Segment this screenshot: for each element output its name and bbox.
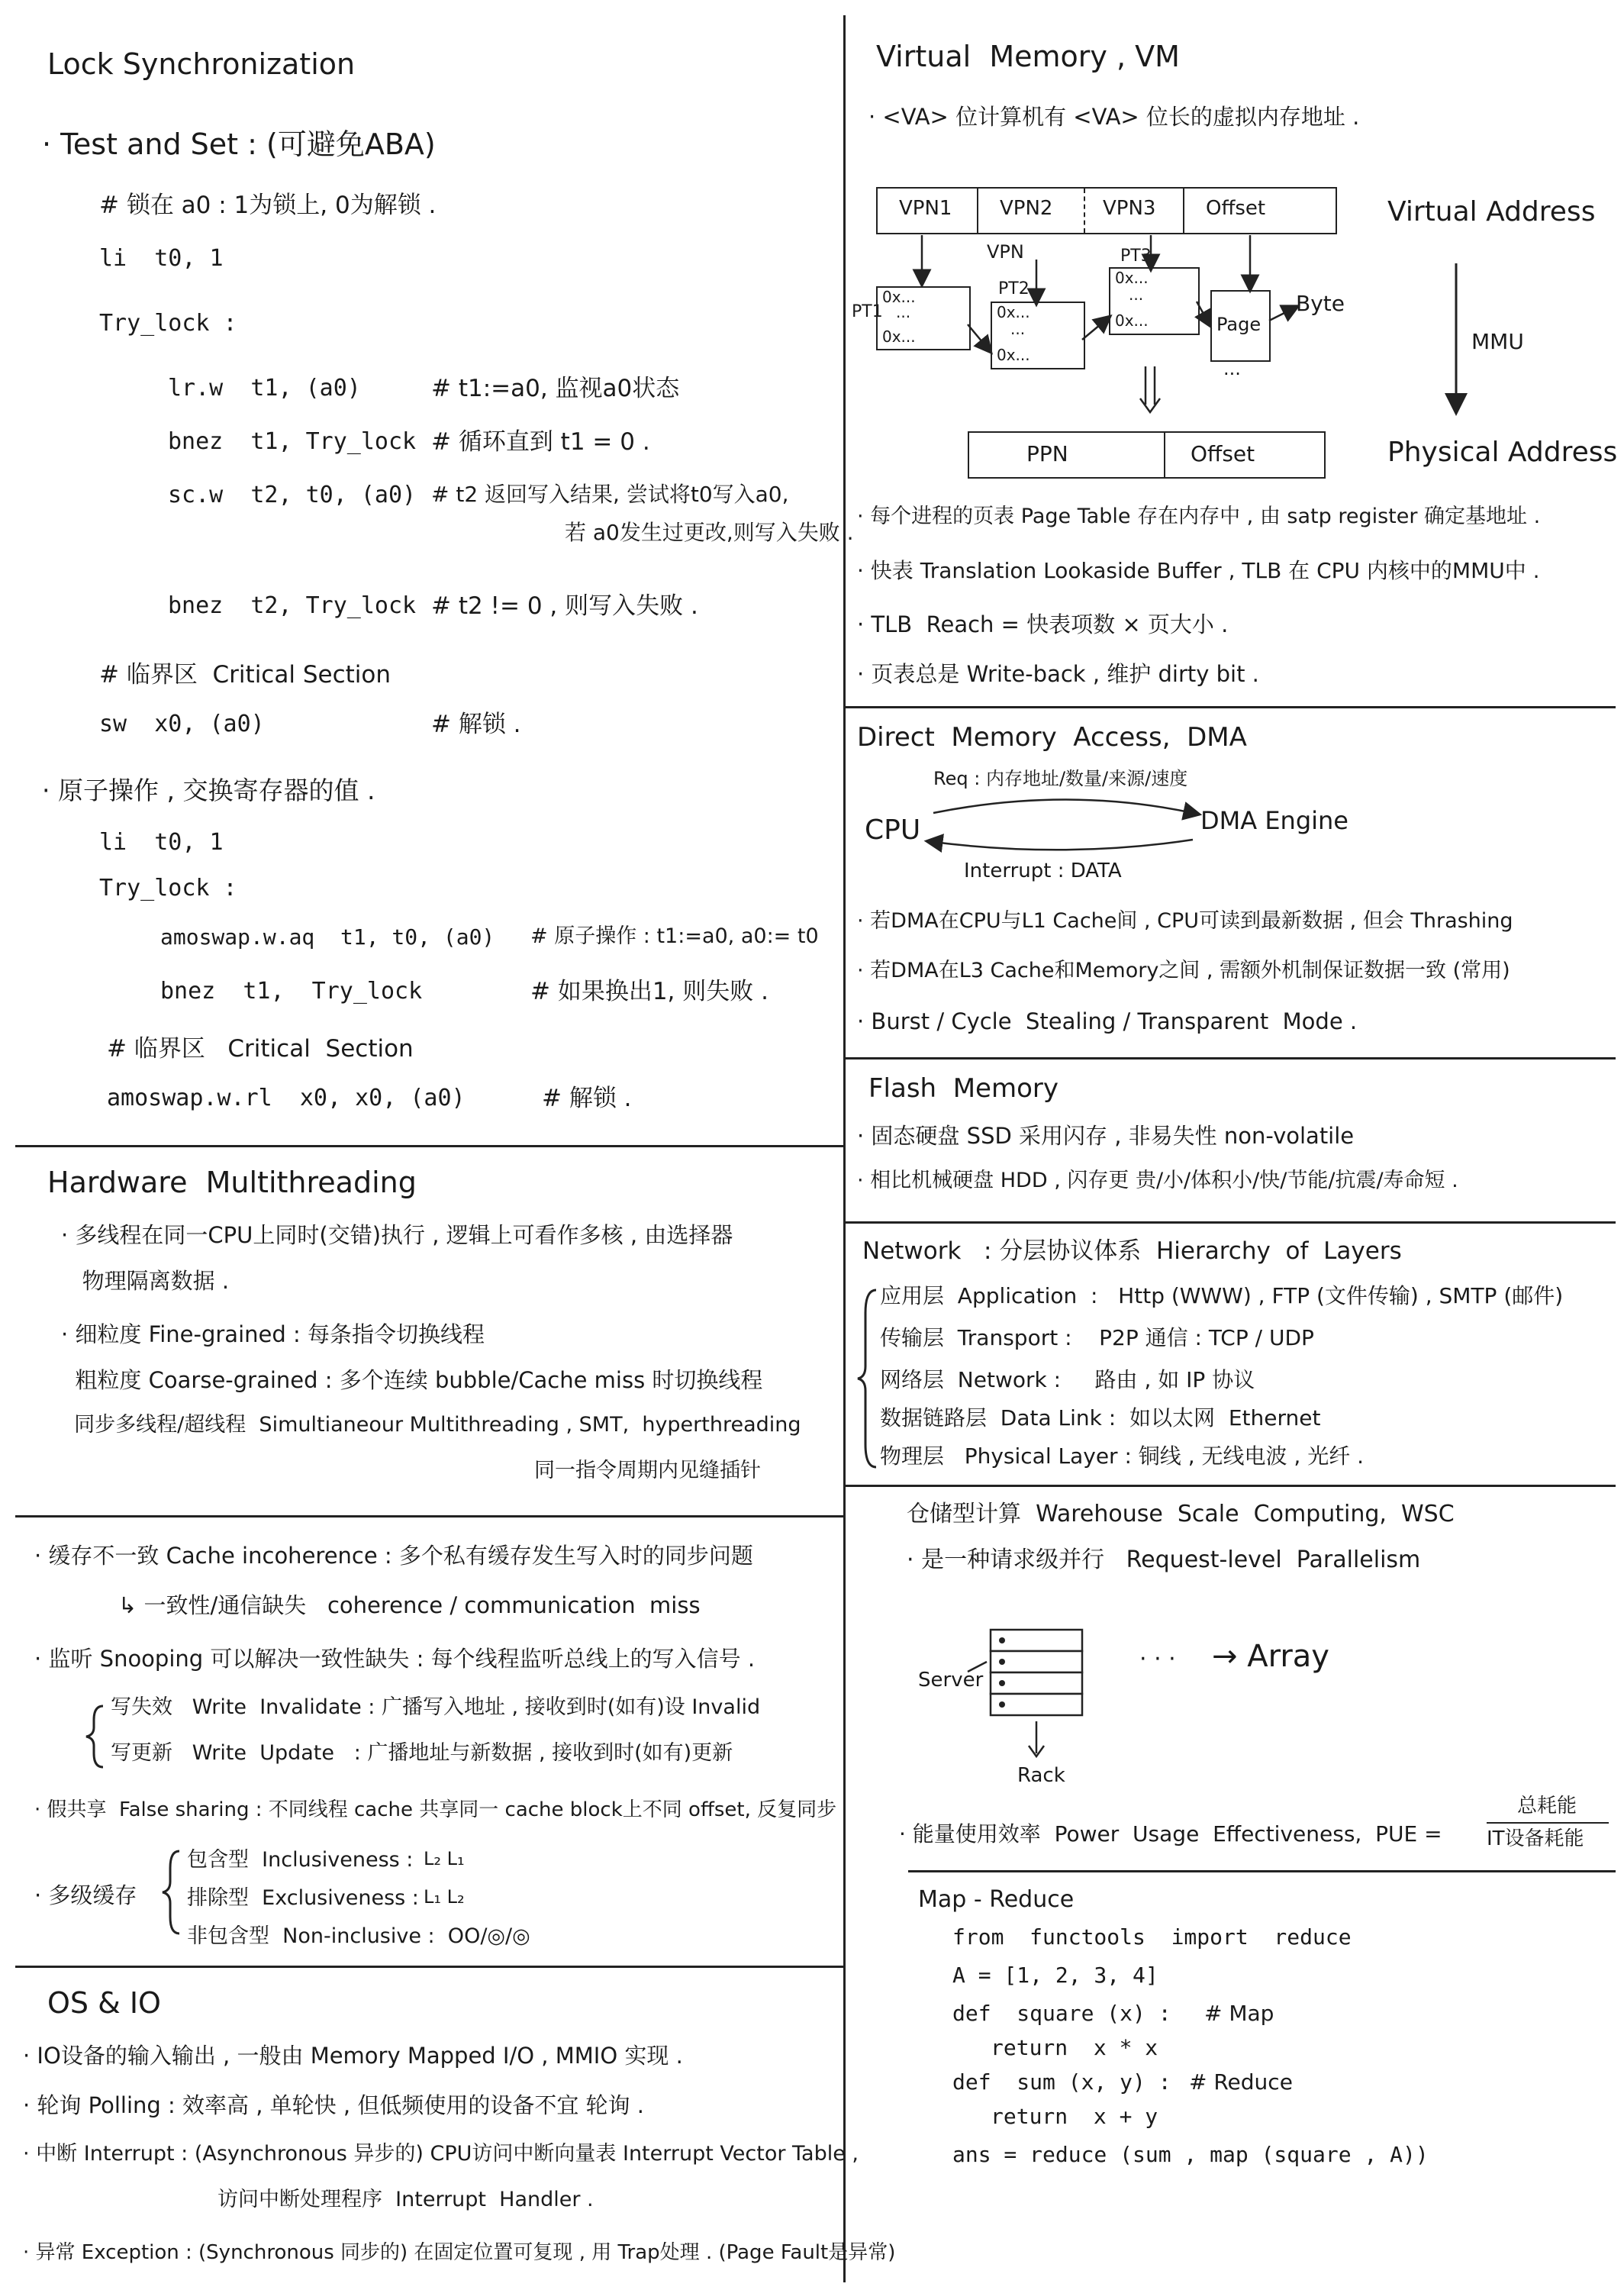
net-line-1: 应用层 Application : Http (WWW) , FTP (文件传输) , SMTP (邮件) bbox=[880, 1283, 1564, 1308]
dma-line-2: · 若DMA在L3 Cache和Memory之间 , 需额外机制保证数据一致 (常用) bbox=[857, 959, 1510, 982]
sc-comment: # t2 返回写入结果, 尝试将t0写入a0, bbox=[431, 482, 789, 507]
mr-code-6: return x + y bbox=[991, 2104, 1158, 2129]
dma-cpu: CPU bbox=[865, 814, 921, 846]
sw-line: sw x0, (a0) bbox=[99, 711, 265, 737]
amo1-comment: # 原子操作 : t1:=a0, a0:= t0 bbox=[530, 924, 819, 948]
pue-line: · 能量使用效率 Power Usage Effectiveness, PUE = bbox=[899, 1821, 1442, 1847]
dma-line-1: · 若DMA在CPU与L1 Cache间 , CPU可读到最新数据 , 但会 Thrashing bbox=[857, 909, 1513, 933]
cache-line-4: 写失效 Write Invalidate : 广播写入地址 , 接收到时(如有)设 Invalid bbox=[111, 1695, 761, 1719]
os-line-1: · IO设备的输入输出 , 一般由 Memory Mapped I/O , MMIO 实现 . bbox=[23, 2043, 683, 2069]
net-line-2: 传输层 Transport : P2P 通信 : TCP / UDP bbox=[880, 1325, 1314, 1350]
wsc-line-1: · 是一种请求级并行 Request-level Parallelism bbox=[907, 1547, 1421, 1573]
mr-code-4: return x * x bbox=[991, 2035, 1158, 2060]
flash-title: Flash Memory bbox=[868, 1073, 1058, 1104]
page-box: Page bbox=[1210, 290, 1271, 362]
cache-line-7: · 多级缓存 bbox=[34, 1882, 137, 1908]
pt2-label: PT2 bbox=[998, 279, 1030, 298]
wsc-title: 仓储型计算 Warehouse Scale Computing, WSC bbox=[907, 1501, 1455, 1527]
net-line-4: 数据链路层 Data Link : 如以太网 Ethernet bbox=[880, 1405, 1321, 1430]
page-table-1: 0x... ··· 0x... bbox=[876, 286, 971, 350]
hw-line-4: 粗粒度 Coarse-grained : 多个连续 bubble/Cache miss 时切换线程 bbox=[61, 1367, 763, 1393]
hw-line-3: · 细粒度 Fine-grained : 每条指令切换线程 bbox=[61, 1321, 485, 1347]
byte-label: Byte bbox=[1296, 291, 1345, 316]
mr-section bbox=[846, 1870, 1616, 2290]
lock-title: Lock Synchronization bbox=[47, 47, 356, 81]
vpn2-label: VPN2 bbox=[1000, 197, 1053, 220]
hw-line-5: 同步多线程/超线程 Simultianeour Multithreading , SMT, hyperthreading bbox=[61, 1413, 801, 1437]
ppn-label: PPN bbox=[1026, 441, 1068, 466]
cache-line-3: · 监听 Snooping 可以解决一致性缺失 : 每个线程监听总线上的写入信号 . bbox=[34, 1646, 756, 1672]
mr-code-5: def sum (x, y) : bbox=[952, 2069, 1171, 2095]
os-section bbox=[0, 1966, 896, 2290]
os-line-3: · 中断 Interrupt : (Asynchronous 异步的) CPU访问中断向量表 Interrupt Vector Table , bbox=[23, 2142, 859, 2166]
mmu-label: MMU bbox=[1471, 329, 1524, 354]
server-label: Server bbox=[918, 1669, 984, 1692]
mr-title: Map - Reduce bbox=[918, 1886, 1075, 1913]
page-table-2: 0x... ··· 0x... bbox=[991, 302, 1085, 369]
cache-tag-inclusive: L₂ L₁ bbox=[424, 1848, 465, 1869]
vm-line-2: · 每个进程的页表 Page Table 存在内存中 , 由 satp register 确定基地址 . bbox=[857, 505, 1541, 528]
try-lock-label: Try_lock : bbox=[99, 310, 237, 337]
dma-title: Direct Memory Access, DMA bbox=[857, 722, 1247, 753]
pue-denominator: IT设备耗能 bbox=[1487, 1827, 1584, 1850]
mr-code-2: A = [1, 2, 3, 4] bbox=[952, 1963, 1158, 1988]
mr-code-3: def square (x) : bbox=[952, 2001, 1171, 2026]
net-line-3: 网络层 Network : 路由 , 如 IP 协议 bbox=[880, 1367, 1255, 1392]
array-label: → Array bbox=[1212, 1639, 1329, 1674]
sc-comment-2: 若 a0发生过更改,则写入失败 . bbox=[565, 520, 854, 545]
bnez2-comment: # t2 != 0 , 则写入失败 . bbox=[431, 592, 698, 620]
lock-section bbox=[0, 0, 854, 1145]
hw-line-6: 同一指令周期内见缝插针 bbox=[534, 1459, 761, 1482]
cache-tag-exclusive: L₁ L₂ bbox=[424, 1886, 465, 1908]
page-table-3: 0x... ··· 0x... bbox=[1109, 267, 1200, 335]
critical-section-2: # 临界区 Critical Section bbox=[107, 1035, 414, 1063]
wsc-dots: · · · bbox=[1139, 1646, 1176, 1672]
vpn3-label: VPN3 bbox=[1103, 197, 1156, 220]
rack-label: Rack bbox=[1017, 1764, 1065, 1787]
dma-interrupt: Interrupt : DATA bbox=[964, 860, 1122, 882]
offset-label: Offset bbox=[1206, 197, 1266, 220]
atomic-title: · 原子操作 , 交换寄存器的值 . bbox=[42, 776, 375, 805]
pt3-label: PT3 bbox=[1120, 247, 1152, 266]
server-rack-drawing bbox=[846, 1485, 1616, 1870]
cache-section bbox=[0, 1515, 839, 1966]
li-line: li t0, 1 bbox=[99, 245, 224, 272]
hw-line-2: 物理隔离数据 . bbox=[61, 1268, 230, 1294]
os-line-5: · 异常 Exception : (Synchronous 同步的) 在固定位置可复现 , 用 Trap处理 . (Page Fault是异常) bbox=[23, 2241, 896, 2264]
dma-line-3: · Burst / Cycle Stealing / Transparent Mode . bbox=[857, 1008, 1358, 1034]
wsc-section bbox=[846, 1485, 1616, 1870]
mr-code-5-comment: # Reduce bbox=[1189, 2069, 1293, 2095]
os-title: OS & IO bbox=[47, 1986, 161, 2020]
vm-title: Virtual Memory , VM bbox=[876, 40, 1180, 73]
os-line-2: · 轮询 Polling : 效率高 , 单轮快 , 但低频使用的设备不宜 轮询 . bbox=[23, 2092, 644, 2118]
net-line-5: 物理层 Physical Layer : 铜线 , 无线电波 , 光纤 . bbox=[880, 1443, 1365, 1469]
cache-line-8: 包含型 Inclusiveness : bbox=[187, 1848, 414, 1872]
amo1-line: amoswap.w.aq t1, t0, (a0) bbox=[160, 924, 495, 950]
bnez1-comment: # 循环直到 t1 = 0 . bbox=[431, 428, 650, 456]
net-brace bbox=[846, 1221, 891, 1485]
vm-section bbox=[846, 0, 1616, 706]
mr-code-1: from functools import reduce bbox=[952, 1924, 1352, 1950]
cache-braces bbox=[0, 1515, 839, 1966]
li2-line: li t0, 1 bbox=[99, 829, 224, 856]
amo2-comment: # 解锁 . bbox=[542, 1085, 632, 1112]
vm-line-3: · 快表 Translation Lookaside Buffer , TLB 在 CPU 内核中的MMU中 . bbox=[857, 558, 1540, 583]
cache-line-1: · 缓存不一致 Cache incoherence : 多个私有缓存发生写入时的同步问题 bbox=[34, 1543, 753, 1569]
dma-req: Req : 内存地址/数量/来源/速度 bbox=[933, 768, 1188, 789]
hw-title: Hardware Multithreading bbox=[47, 1166, 417, 1199]
sc-line: sc.w t2, t0, (a0) bbox=[168, 482, 417, 508]
vm-line-5: · 页表总是 Write-back , 维护 dirty bit . bbox=[857, 661, 1259, 687]
os-line-4: 访问中断处理程序 Interrupt Handler . bbox=[218, 2188, 594, 2211]
sw-comment: # 解锁 . bbox=[431, 711, 521, 738]
vpn1-label: VPN1 bbox=[899, 197, 952, 220]
pt-dots: ··· bbox=[1223, 363, 1241, 385]
flash-line-2: · 相比机械硬盘 HDD , 闪存更 贵/小/体积小/快/节能/抗震/寿命短 . bbox=[857, 1169, 1458, 1192]
try-lock2-label: Try_lock : bbox=[99, 875, 237, 901]
hw-section bbox=[0, 1145, 839, 1515]
dma-section bbox=[846, 706, 1616, 1057]
net-section bbox=[846, 1221, 1616, 1485]
pt1-label: PT1 bbox=[852, 302, 883, 321]
critical-section-1: # 临界区 Critical Section bbox=[99, 661, 391, 689]
bnez3-line: bnez t1, Try_lock bbox=[160, 978, 423, 1005]
pa-label: Physical Address bbox=[1387, 437, 1618, 468]
net-title: Network : 分层协议体系 Hierarchy of Layers bbox=[862, 1237, 1402, 1265]
mr-code-3-comment: # Map bbox=[1204, 2001, 1274, 2026]
tas-title: · Test and Set : (可避免ABA) bbox=[42, 127, 436, 161]
bnez1-line: bnez t1, Try_lock bbox=[168, 428, 417, 455]
dma-engine: DMA Engine bbox=[1200, 806, 1348, 835]
tas-comment: # 锁在 a0 : 1为锁上, 0为解锁 . bbox=[99, 192, 437, 219]
bnez2-line: bnez t2, Try_lock bbox=[168, 592, 417, 619]
flash-line-1: · 固态硬盘 SSD 采用闪存 , 非易失性 non-volatile bbox=[857, 1123, 1355, 1149]
cache-line-6: · 假共享 False sharing : 不同线程 cache 共享同一 cache block上不同 offset, 反复同步 bbox=[34, 1798, 837, 1821]
pue-numerator: 总耗能 bbox=[1517, 1795, 1577, 1817]
amo2-line: amoswap.w.rl x0, x0, (a0) bbox=[107, 1085, 466, 1111]
cache-line-2: ↳ 一致性/通信缺失 coherence / communication miss bbox=[118, 1592, 701, 1618]
vm-line-4: · TLB Reach = 快表项数 × 页大小 . bbox=[857, 611, 1229, 637]
vpn-label: VPN bbox=[987, 241, 1024, 263]
dma-arrows bbox=[846, 706, 1616, 1057]
vm-line-1: · <VA> 位计算机有 <VA> 位长的虚拟内存地址 . bbox=[868, 104, 1360, 130]
lr-line: lr.w t1, (a0) bbox=[168, 375, 361, 402]
offset2-label: Offset bbox=[1191, 441, 1255, 466]
cache-line-5: 写更新 Write Update : 广播地址与新数据 , 接收到时(如有)更新 bbox=[111, 1741, 733, 1765]
hw-line-1: · 多线程在同一CPU上同时(交错)执行 , 逻辑上可看作多核 , 由选择器 bbox=[61, 1222, 733, 1248]
va-label: Virtual Address bbox=[1387, 196, 1596, 227]
bnez3-comment: # 如果换出1, 则失败 . bbox=[530, 978, 768, 1005]
cache-line-10: 非包含型 Non-inclusive : OO/◎/◎ bbox=[187, 1924, 530, 1948]
lr-comment: # t1:=a0, 监视a0状态 bbox=[431, 375, 680, 402]
flash-section bbox=[846, 1057, 1616, 1221]
mr-code-7: ans = reduce (sum , map (square , A)) bbox=[952, 2142, 1429, 2167]
cache-line-9: 排除型 Exclusiveness : bbox=[187, 1886, 419, 1910]
